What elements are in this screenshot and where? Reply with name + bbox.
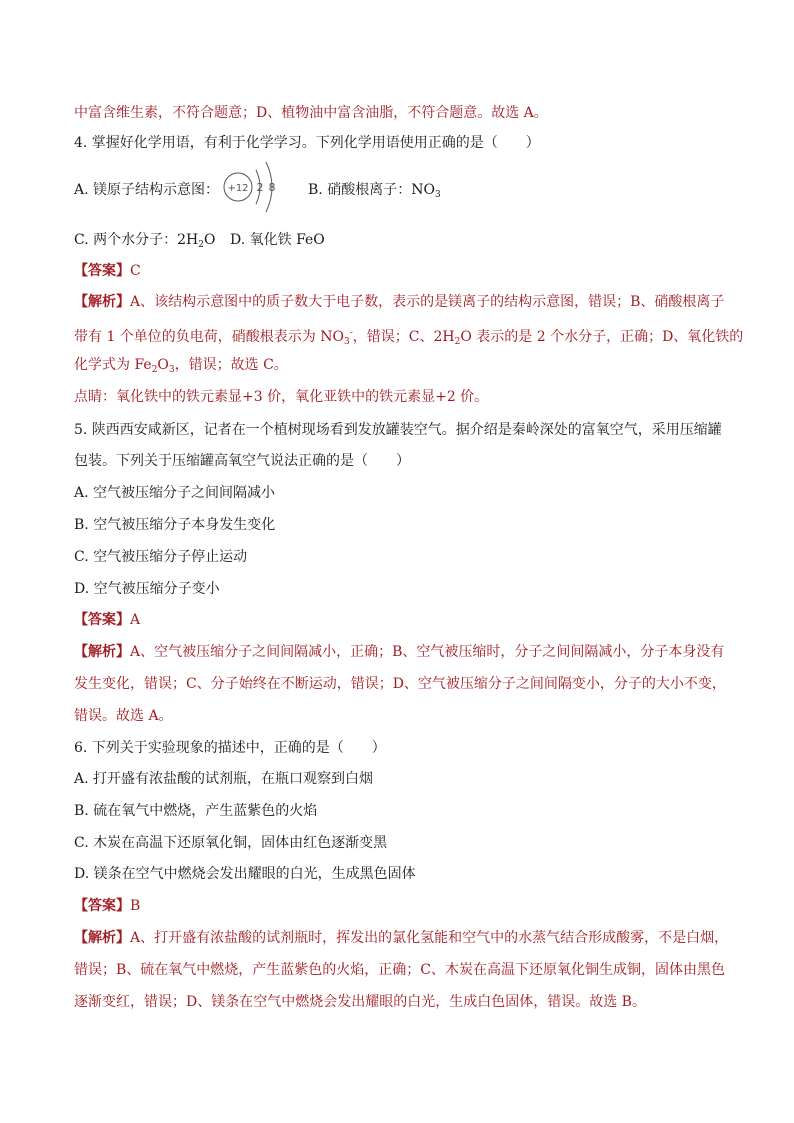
explanation-6-line-2: 错误；B、硫在氧气中燃烧，产生蓝紫色的火焰，正确；C、木炭在高温下还原氧化铜生成铜，固体由黑色 — [74, 962, 725, 978]
question-5-stem-line-2: 包装。下列关于压缩罐高氧空气说法正确的是（ ） — [74, 453, 410, 469]
explanation-5-line-1: 【解析】A、空气被压缩分子之间间隔减小，正确；B、空气被压缩时，分子之间间隔减小，分子本身没有 — [74, 644, 725, 660]
explanation-5-line-2: 发生变化，错误；C、分子始终在不断运动，错误；D、空气被压缩分子之间间隔变小，分子的大小不变， — [74, 676, 726, 692]
nucleus-charge: +12 — [227, 183, 249, 194]
answer-4: 【答案】C — [74, 263, 141, 279]
answer-6: 【答案】B — [74, 898, 141, 914]
shell-1-electrons: 2 — [256, 181, 264, 194]
explanation-6-line-1: 【解析】A、打开盛有浓盐酸的试剂瓶时，挥发出的氯化氢能和空气中的水蒸气结合形成酸雾，不是白烟， — [74, 930, 729, 946]
question-6-option-c: C. 木炭在高温下还原氧化铜，固体由红色逐渐变黑 — [74, 835, 388, 851]
question-5-option-b: B. 空气被压缩分子本身发生变化 — [74, 517, 276, 533]
prev-explanation-tail: 中富含维生素，不符合题意；D、植物油中富含油脂，不符合题意。故选 A。 — [74, 105, 548, 121]
explanation-4-line-3: 化学式为 $Fe_2O_3$，错误；故选 C。 — [74, 357, 288, 375]
explanation-6-line-3: 逐渐变红，错误；D、镁条在空气中燃烧会发出耀眼的白光，生成白色固体，错误。故选 B。 — [74, 994, 646, 1010]
question-5-stem-line-1: 5. 陕西西安咸新区，记者在一个植树现场看到发放罐装空气。据介绍是秦岭深处的富氧空气，采用压缩罐 — [74, 422, 722, 438]
explanation-4-line-1: 【解析】A、该结构示意图中的质子数大于电子数，表示的是镁离子的结构示意图，错误；B、硝酸根离子 — [74, 294, 725, 310]
question-6-option-b: B. 硫在氧气中燃烧，产生蓝紫色的火焰 — [74, 803, 318, 819]
question-4-option-c: C. 两个水分子：$2H_2O$ — [74, 232, 216, 250]
option-a-label: A. 镁原子结构示意图： — [74, 182, 220, 198]
question-5-option-d: D. 空气被压缩分子变小 — [74, 581, 220, 597]
shell-2-electrons: 8 — [268, 181, 276, 194]
question-6-option-d: D. 镁条在空气中燃烧会发出耀眼的白光，生成黑色固体 — [74, 866, 416, 882]
question-6-stem: 6. 下列关于实验现象的描述中，正确的是（ ） — [74, 740, 386, 756]
answer-5: 【答案】A — [74, 612, 141, 628]
question-5-option-c: C. 空气被压缩分子停止运动 — [74, 549, 248, 565]
question-4-option-d: D. 氧化铁 FeO — [230, 232, 325, 248]
tip-4: 点睛：氧化铁中的铁元素显+3 价，氧化亚铁中的铁元素显+2 价。 — [74, 389, 489, 405]
question-6-option-a: A. 打开盛有浓盐酸的试剂瓶，在瓶口观察到白烟 — [74, 771, 374, 787]
question-4-option-a — [74, 180, 219, 200]
question-4-option-b: B. 硝酸根离子：$NO_3$ — [308, 182, 441, 200]
explanation-5-line-3: 错误。故选 A。 — [74, 708, 173, 724]
question-5-option-a: A. 空气被压缩分子之间间隔减小 — [74, 485, 276, 501]
magnesium-atom-diagram — [220, 156, 290, 218]
explanation-4-line-2: 带有 1 个单位的负电荷，硝酸根表示为 $NO_3^-$，错误；C、$2H_2O$ 表示的是 2 个水分子，正确；D、氧化铁的 — [74, 328, 744, 347]
question-4-stem: 4. 掌握好化学用语，有利于化学学习。下列化学用语使用正确的是（ ） — [74, 135, 540, 151]
